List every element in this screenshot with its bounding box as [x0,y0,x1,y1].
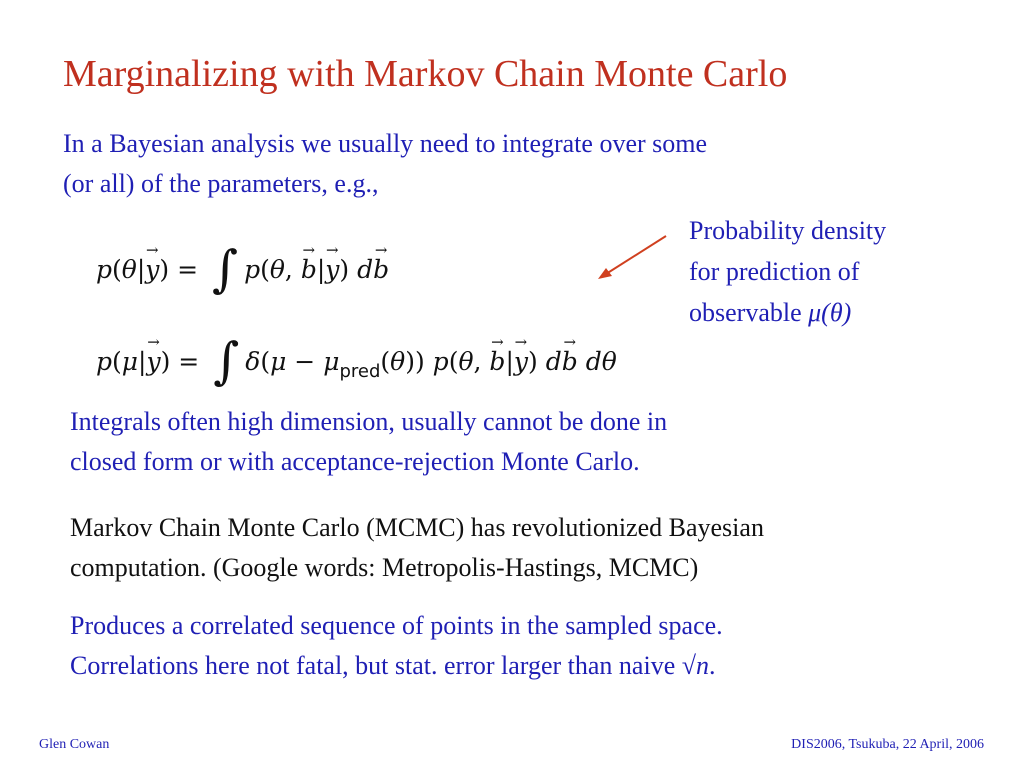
footer-author: Glen Cowan [39,737,110,752]
paragraph1-line-1: Integrals often high dimension, usually cannot be done in [70,407,668,436]
slide-title: Marginalizing with Markov Chain Monte Carlo [63,53,788,95]
paragraph1-line-2: closed form or with acceptance-rejection Monte Carlo. [70,447,640,476]
footer-event: DIS2006, Tsukuba, 22 April, 2006 [791,737,984,752]
intro-text [63,124,707,204]
annotation-line-2: for prediction of [689,257,860,286]
intro-line-1: In a Bayesian analysis we usually need to integrate over some [63,129,708,158]
paragraph3-line-1: Produces a correlated sequence of points in the sampled space. [70,611,723,640]
paragraph3-line-2: Correlations here not fatal, but stat. error larger than naive √n. [70,651,716,680]
equation-marginal-theta: p(θ|→ y) = ∫ p(θ, → b|→ y) d→ b [96,236,389,286]
annotation-line-3: observable μ(θ) [689,298,852,327]
paragraph-integrals [70,402,667,482]
paragraph2-line-1: Markov Chain Monte Carlo (MCMC) has revolutionized Bayesian [70,513,764,542]
annotation-line-1: Probability density [689,216,887,245]
annotation-arrow-icon [590,228,680,288]
mu-theta-symbol: μ(θ) [808,298,852,327]
annotation-note [689,210,886,333]
paragraph-correlated [70,606,723,686]
paragraph2-line-2: computation. (Google words: Metropolis-Hastings, MCMC) [70,553,699,582]
equation-marginal-mu: p(μ|→ y) = ∫ $\delta(\mu - \mu_{pred}(\theta))$ p(θ, → b|→ y) d→ b dθ [96,328,617,378]
paragraph-mcmc [70,508,764,588]
sqrt-n-symbol: √n [681,651,710,680]
intro-line-2: (or all) of the parameters, e.g., [63,169,379,198]
